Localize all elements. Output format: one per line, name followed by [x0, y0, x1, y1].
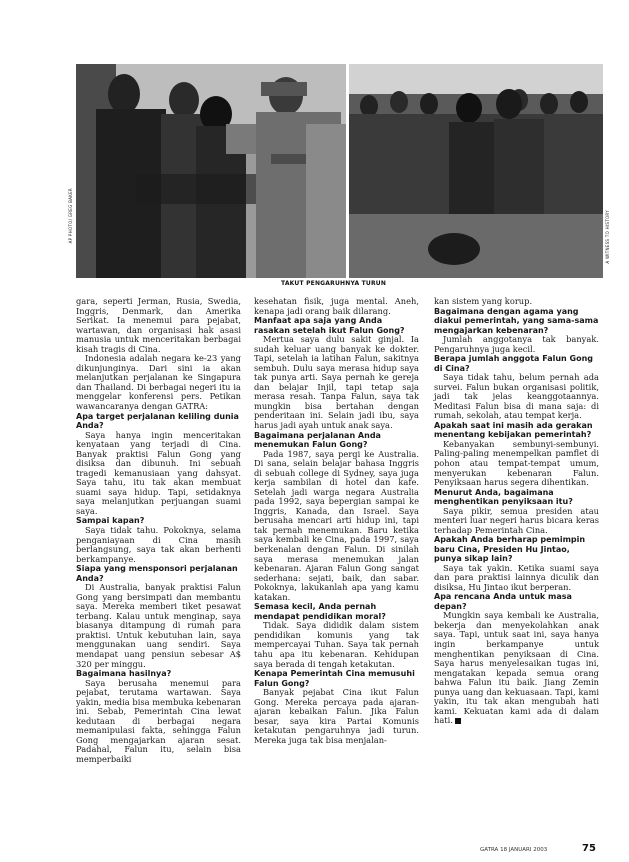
paragraph-text: kan sistem yang korup. — [434, 296, 533, 306]
paragraph-text: Saya tidak tahu. Pokoknya, selama penganiayaan di Cina masih berlangsung, saya tak akan berhenti berkampanye. — [76, 524, 241, 564]
photo-arrest-scene — [76, 64, 346, 278]
page-number: 75 — [582, 843, 596, 854]
interview-question — [254, 431, 419, 450]
interview-question — [434, 354, 599, 373]
question-text: Apa rencana Anda untuk masa depan? — [434, 592, 572, 611]
paragraph-text: Saya hanya ingin menceritakan kenyataan yang terjadi di Cina. Banyak praktisi Falun Gong yang disiksa dan dibunuh. Ini sebuah tragedi kemanusiaan yang dahsyat. Saya tahu, itu tak akan membuat suami saya hidup. Tapi, setidaknya saya melanjutkan perjuangan suami saya. — [76, 429, 241, 516]
body-paragraph — [434, 440, 599, 488]
paragraph-text: Tidak. Saya dididik dalam sistem pendidikan komunis yang tak mempercayai Tuhan. Saya tak pernah tahu apa itu kebenaran. Kehidupan saya berada di tengah ketakutan. — [254, 620, 419, 669]
body-paragraph — [76, 526, 241, 564]
article-column-1 — [76, 297, 241, 765]
body-paragraph — [76, 679, 241, 765]
question-text: Apa target perjalanan keliling dunia Anda? — [76, 411, 239, 431]
photo-credit-right: A WITNESS TO HISTORY — [605, 210, 610, 264]
question-text: Berapa jumlah anggota Falun Gong di Cina? — [434, 354, 594, 373]
interview-question — [254, 669, 419, 688]
body-paragraph — [434, 611, 599, 726]
paragraph-text: Saya tidak tahu, belum pernah ada survei. Falun bukan organisasi politik, jadi tak jelas keanggotaannya. Meditasi Falun bisa di mana saja: di rumah, sekolah, atau tempat kerja. — [434, 372, 599, 421]
interview-question — [434, 592, 599, 611]
body-paragraph — [254, 297, 419, 316]
paragraph-text: Di Australia, banyak praktisi Falun Gong yang bersimpati dan membantu saya. Mereka memberi tiket pesawat terbang. Kalau untuk menginap, saya biasanya ditampung di rumah para praktisi. Untuk kebutuhan lain, saya menggunakan uang sendiri. Saya mendapat uang pensiun sebesar A$ 320 per minggu. — [76, 582, 241, 669]
paragraph-text: Pada 1987, saya pergi ke Australia. Di sana, selain belajar bahasa Inggris di sebuah college di Sydney, saya juga kerja sambilan di hotel dan kafe. Setelah jadi warga negara Australia pada 1992, saya bepergian sampai ke Inggris, Kanada, dan Israel. Saya berusaha mencari arti hidup ini, tapi tak pernah menemukan. Baru ketika saya kembali ke Cina, pada 1997, saya berkenalan dengan Falun. Di sinilah saya merasa menemukan jalan kebenaran. Ajaran Falun Gong sangat sederhana: sejati, baik, dan sabar. Pokoknya, lakukanlah apa yang kamu katakan. — [254, 448, 419, 602]
article-column-3 — [434, 297, 599, 726]
end-of-article-icon — [455, 718, 461, 724]
paragraph-text: Jumlah anggotanya tak banyak. Pengaruhnya juga kecil. — [434, 334, 599, 354]
body-paragraph — [76, 297, 241, 354]
interview-question — [254, 602, 419, 621]
question-text: Kenapa Pemerintah Cina memusuhi Falun Gong? — [254, 669, 415, 688]
interview-question — [434, 488, 599, 507]
question-text: Apakah Anda berharap pemimpin baru Cina, Presiden Hu Jintao, punya sikap lain? — [434, 535, 586, 564]
paragraph-text: Saya pikir, semua presiden atau menteri luar negeri harus bicara keras terhadap Pemerintah Cina. — [434, 505, 599, 535]
body-paragraph — [76, 354, 241, 411]
body-paragraph — [434, 335, 599, 354]
question-text: Apakah saat ini masih ada gerakan menentang kebijakan pemerintah? — [434, 420, 593, 440]
question-text: Sampai kapan? — [76, 516, 145, 526]
paragraph-text: Kebanyakan sembunyi-sembunyi. Paling-paling menempelkan pamflet di pohon atau tempat-tempat umum, menyerukan kebenaran Falun. Penyiksaan harus segera dihentikan. — [434, 438, 599, 488]
interview-question — [76, 412, 241, 431]
article-column-2 — [254, 297, 419, 745]
photo-right — [349, 64, 603, 278]
body-paragraph — [254, 621, 419, 669]
photo-left — [76, 64, 346, 278]
question-text: Manfaat apa saja yang Anda rasakan setelah ikut Falun Gong? — [254, 316, 405, 335]
body-paragraph — [434, 373, 599, 421]
paragraph-text: Mertua saya dulu sakit ginjal. Ia sudah keluar uang banyak ke dokter. Tapi, setelah ia latihan Falun, sakitnya sembuh. Dulu saya merasa hidup saya tak punya arti. Saya pernah ke gereja dan belajar Injil, tapi tetap saja merasa resah. Tanpa Falun, saya tak mungkin bisa bertahan dengan penderitaan ini. Selain jadi ibu, saya harus jadi ayah untuk anak saya. — [254, 334, 419, 431]
question-text: Bagaimana perjalanan Anda menemukan Falun Gong? — [254, 430, 381, 450]
body-paragraph — [76, 583, 241, 669]
body-paragraph — [254, 335, 419, 430]
body-paragraph — [254, 450, 419, 603]
question-text: Semasa kecil, Anda pernah mendapat pendidikan moral? — [254, 602, 386, 621]
footer-issue: GATRA 18 JANUARI 2003 — [480, 847, 548, 853]
question-text: Bagaimana hasilnya? — [76, 669, 172, 679]
photo-caption: TAKUT PENGARUHNYA TURUN — [281, 280, 387, 287]
interview-question — [254, 316, 419, 335]
interview-question — [76, 564, 241, 583]
paragraph-text: kesehatan fisik, juga mental. Aneh, kenapa jadi orang baik dilarang. — [254, 296, 419, 316]
question-text: Siapa yang mensponsori perjalanan Anda? — [76, 564, 238, 583]
interview-question — [434, 421, 599, 440]
question-text: Bagaimana dengan agama yang diakui pemerintah, yang sama-sama mengajarkan kebenaran? — [434, 306, 599, 335]
body-paragraph — [254, 688, 419, 745]
paragraph-text: Saya berusaha menemui para pejabat, terutama wartawan. Saya yakin, media bisa membuka kebenaran ini. Sebab, Pemerintah Cina lewat kedutaan di berbagai negara memanipulasi fakta, sehingga Falun Gong mengajarkan ajaran sesat. Padahal, Falun itu, selain bisa memperbaiki — [76, 677, 241, 764]
interview-question — [434, 307, 599, 336]
paragraph-text: Indonesia adalah negara ke-23 yang dikunjunginya. Dari sini ia akan melanjutkan perjalanan ke Singapura dan Thailand. Di berbagai negeri itu ia menggelar konferensi pers. Petikan wawancaranya dengan GATRA: — [76, 353, 241, 412]
paragraph-text: Saya tak yakin. Ketika suami saya dan para praktisi lainnya diculik dan disiksa, Hu Jintao ikut berperan. — [434, 562, 599, 592]
body-paragraph — [434, 564, 599, 593]
photo-credit-left: AP PHOTO/ GREG BAKER — [68, 188, 73, 244]
photo-crowd-scene — [349, 64, 603, 278]
interview-question — [434, 535, 599, 564]
paragraph-text: Banyak pejabat Cina ikut Falun Gong. Mereka percaya pada ajaran-ajaran kebaikan Falun. Jika Falun besar, saya kira Partai Komunis ketakutan pengaruhnya jadi turun. Mereka juga tak bisa menjalan- — [254, 687, 419, 745]
body-paragraph — [434, 507, 599, 536]
paragraph-text: gara, seperti Jerman, Rusia, Swedia, Inggris, Denmark, dan Amerika Serikat. Ia menemui para pejabat, wartawan, dan organisasi hak asasi manusia untuk menceritakan berbagai kisah tragis di Cina. — [76, 296, 241, 354]
paragraph-text: Mungkin saya kembali ke Australia, bekerja dan menyekolahkan anak saya. Tapi, untuk saat ini, saya hanya ingin berkampanye untuk menghentikan penyiksaan di Cina. Saya harus menyelesaikan tugas ini, mengatakan kepada semua orang bahwa Falun itu baik. Jiang Zemin punya uang dan kekuasaan. Tapi, kami yakin, itu tak akan mengubah hati kami. Kekuatan kami ada di dalam hati. — [434, 610, 599, 726]
body-paragraph — [76, 431, 241, 517]
question-text: Menurut Anda, bagaimana menghentikan penyiksaan itu? — [434, 487, 573, 507]
body-paragraph — [434, 297, 599, 307]
